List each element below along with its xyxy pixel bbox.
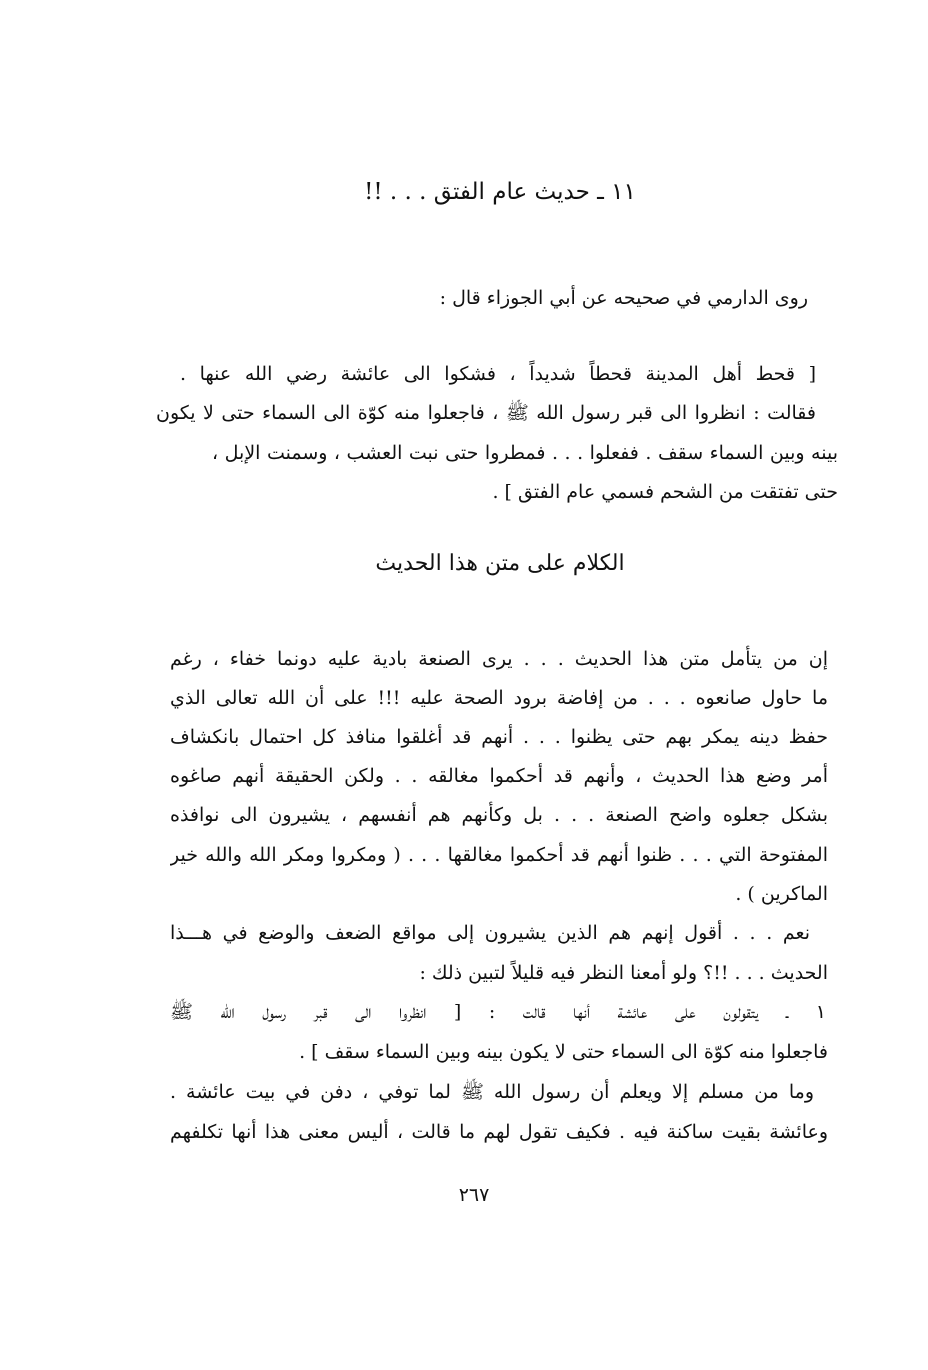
body-line: الحديث . . . !!؟ ولو أمعنا النظر فيه قليلاً لتبين ذلك : [419,962,828,984]
body-line: حفظ دينه يمكر بهم حتى يظنوا . . . أنهم قد أغلقوا منافذ كل احتمال بانكشاف [170,726,828,748]
section-subheading: الكلام على متن هذا الحديث [375,551,625,576]
body-line: فاجعلوا منه كوّة الى السماء حتى لا يكون بينه وبين السماء سقف ] . [299,1041,828,1063]
quote-line: حتى تفتقت من الشحم فسمي عام الفتق ] . [492,481,838,503]
body-line: وعائشة بقيت ساكنة فيه . فكيف تقول لهم ما قالت ، أليس معنى هذا أنها تكلفهم [170,1121,828,1143]
section-title: ١١ ـ حديث عام الفتق . . . !! [364,179,636,205]
body-line: أمر وضع هذا الحديث ، وأنهم قد أحكموا مغالقه . . ولكن الحقيقة أنهم صاغوه [170,765,828,787]
quote-line: فقالت : انظروا الى قبر رسول الله ﷺ ، فاجعلوا منه كوّة الى السماء حتى لا يكون [156,402,816,424]
page-number: ٢٦٧ [458,1184,490,1206]
body-line: المفتوحة التي . . . ظنوا أنهم قد أحكموا مغالقها . . . ( ومكروا ومكر الله والله خير [170,844,828,866]
intro-line: روى الدارمي في صحيحه عن أبي الجوزاء قال : [439,287,808,309]
quote-line: بينه وبين السماء سقف . ففعلوا . . . فمطروا حتى نبت العشب ، وسمنت الإبل ، [212,442,838,464]
body-line: ١ ـ يتقولون على عائشة أنها قالت : [ انظروا الى قبر رسول الله ﷺ [170,1001,826,1023]
quote-line: [ قحط أهل المدينة قحطاً شديداً ، فشكوا الى عائشة رضي الله عنها . [180,363,816,385]
body-line: الماكرين ) . [735,883,828,905]
body-line: وما من مسلم إلا ويعلم أن رسول الله ﷺ لما توفي ، دفن في بيت عائشة . [170,1081,814,1103]
body-line: بشكل جعلوه واضح الصنعة . . . بل وكأنهم هم أنفسهم ، يشيرون الى نوافذه [170,804,828,826]
body-line: ما حاول صانعوه . . . من إفاضة برود الصحة عليه !!! على أن الله تعالى الذي [170,687,828,709]
body-line: نعم . . . أقول إنهم هم الذين يشيرون إلى مواقع الضعف والوضع في هـــذا [170,922,810,944]
body-line: إن من يتأمل متن هذا الحديث . . . يرى الصنعة بادية عليه دونما خفاء ، رغم [170,648,828,670]
